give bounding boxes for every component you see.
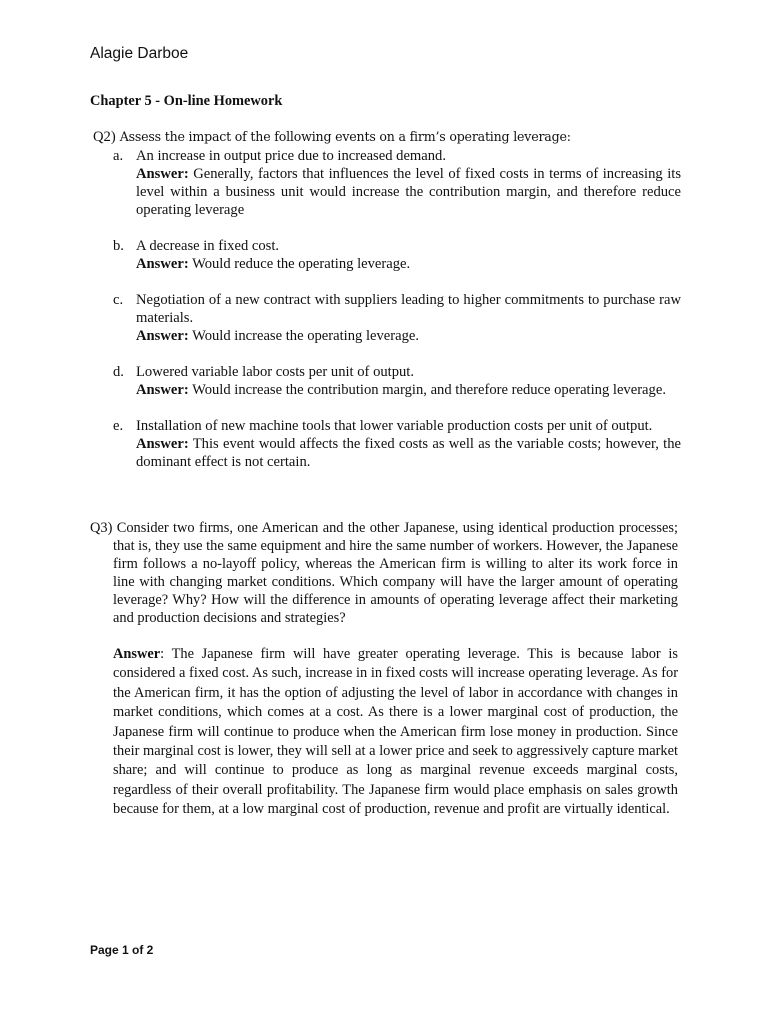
question-2-text: Assess the impact of the following events on a firm’s operating leverage: <box>119 129 571 144</box>
page-number: Page 1 of 2 <box>90 943 154 957</box>
chapter-title: Chapter 5 - On-line Homework <box>90 93 283 109</box>
item-event: Lowered variable labor costs per unit of output. <box>136 364 415 380</box>
item-letter: c. <box>113 292 124 308</box>
question-2-prompt <box>93 128 693 146</box>
answer-label: Answer: <box>136 166 189 182</box>
answer-text: Would increase the contribution margin, and therefore reduce operating leverage. <box>192 382 666 398</box>
item-event: Installation of new machine tools that lower variable production costs per unit of output. <box>136 418 653 434</box>
question-2-label: Q2) <box>93 129 116 145</box>
answer-text: Would increase the operating leverage. <box>192 328 420 344</box>
item-event: A decrease in fixed cost. <box>136 238 280 254</box>
answer-label: Answer: <box>136 256 189 272</box>
item-answer <box>136 327 681 345</box>
answer-text: This event would affects the fixed costs as well as the variable costs; however, the dominant effect is not certain. <box>136 436 681 470</box>
item-letter: a. <box>113 148 124 164</box>
answer-text: : The Japanese firm will have greater operating leverage. This is because labor is considered a fixed cost. As such, increase in in fixed costs will increase operating leverage. As for the American firm, it has the option of adjusting the level of labor in accordance with changes in market conditions, which comes at a cost. As there is a lower marginal cost of production, the Japanese firm will continue to produce when the American firm lose money in production. Since their marginal cost is lower, they will sell at a lower price and seek to aggressively capture market share; and will continue to produce as long as marginal revenue exceeds marginal costs, regardless of their overall profitability. The Japanese firm would place emphasis on sales growth because for them, at a low marginal cost of production, revenue and profit are virtually identical. <box>113 646 678 818</box>
author-name: Alagie Darboe <box>90 45 189 62</box>
item-answer <box>136 255 681 273</box>
item-letter: d. <box>113 364 124 380</box>
list-item-c <box>93 291 681 345</box>
item-answer <box>136 381 681 399</box>
list-item-d <box>93 363 681 399</box>
item-answer <box>136 165 681 219</box>
item-answer <box>136 435 681 471</box>
question-3-answer-paragraph <box>113 645 678 820</box>
item-letter: e. <box>113 418 124 434</box>
item-event: An increase in output price due to increased demand. <box>136 148 447 164</box>
question-3-text: Q3) Consider two firms, one American and the other Japanese, using identical production processes; that is, they use the same equipment and hire the same number of workers. However, the Japanese firm follows a no-layoff policy, whereas the American firm is willing to alter its work force in line with changing market conditions. Which company will have the larger amount of operating leverage? Why? How will the difference in amounts of operating leverage affect their marketing and production decisions and strategies? <box>90 520 678 626</box>
item-letter: b. <box>113 238 124 254</box>
question-3-answer <box>113 645 678 820</box>
answer-text: Generally, factors that influences the level of fixed costs in terms of increasing its level within a business unit would increase the contribution margin, and therefore reduce operating leverage <box>136 166 682 218</box>
answer-label: Answer: <box>136 436 189 452</box>
answer-label: Answer <box>113 646 161 662</box>
question-2 <box>93 128 693 489</box>
answer-label: Answer: <box>136 328 189 344</box>
list-item-a <box>93 147 681 219</box>
list-item-b <box>93 237 681 273</box>
answer-text: Would reduce the operating leverage. <box>192 256 411 272</box>
question-3 <box>90 519 678 627</box>
answer-label: Answer: <box>136 382 189 398</box>
list-item-e <box>93 417 681 471</box>
item-event: Negotiation of a new contract with suppliers leading to higher commitments to purchase raw materials. <box>136 292 681 326</box>
